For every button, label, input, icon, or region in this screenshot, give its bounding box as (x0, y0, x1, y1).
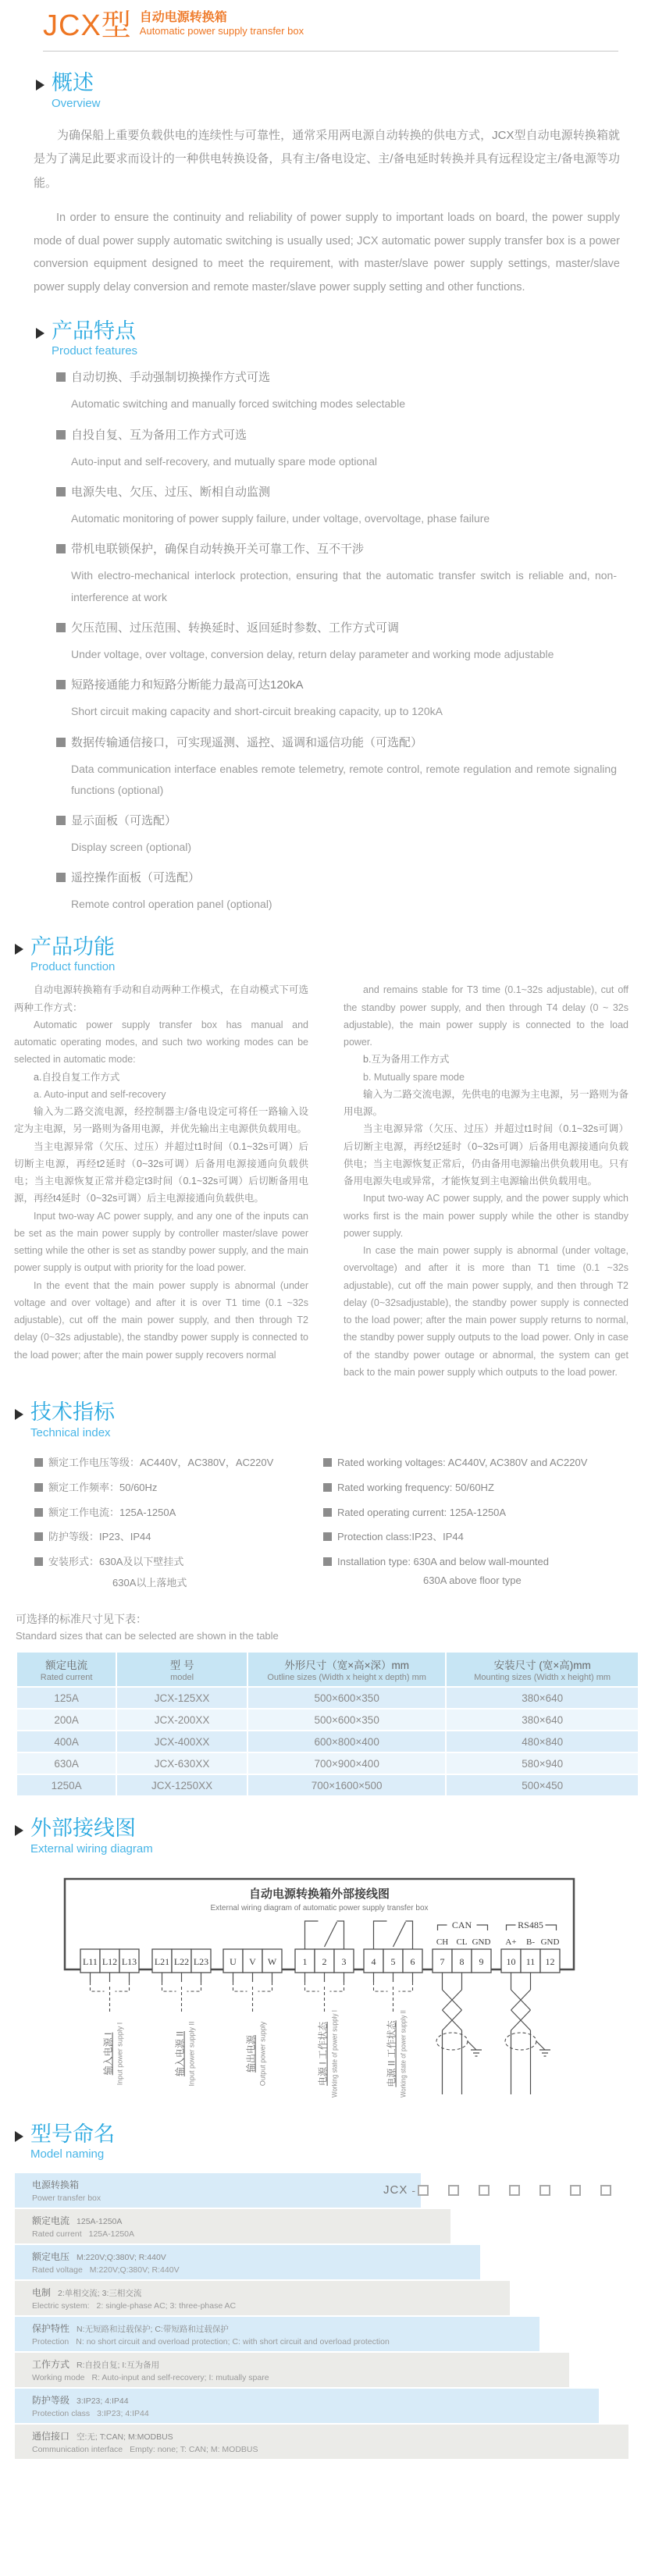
feature-text-cn: 电源失电、欠压、过压、断相自动监测 (71, 486, 271, 500)
document-header (0, 0, 648, 42)
feature-item (56, 735, 617, 802)
group-bracket (162, 1982, 176, 1991)
group-bracket (233, 1982, 247, 1991)
signal-label: A+ (505, 1937, 517, 1947)
table-cell: 1250A (17, 1775, 116, 1795)
shield-ground-lead (468, 2041, 476, 2050)
tech-item-text: 额定工作电压等级：AC440V，AC380V，AC220V (48, 1456, 274, 1468)
model-naming-rows (15, 2173, 648, 2459)
group-bracket (187, 1982, 201, 1991)
bullet-square-icon (323, 1458, 332, 1467)
tech-item (323, 1555, 632, 1570)
function-paragraph-en: a. Auto-input and self-recovery (34, 1088, 166, 1100)
feature-text-en: Data communication interface enables remote telemetry, remote control, remote regulation and remote signaling functions (optional) (71, 762, 617, 796)
table-header-cell (117, 1653, 247, 1686)
model-row-value-cn: 空:无; T:CAN; M:MODBUS (77, 2432, 173, 2443)
group-label-en: Working state of power supply I (330, 1999, 339, 2097)
tech-item-text: 额定工作频率：50/60Hz (48, 1481, 158, 1493)
model-row-value-en: M:220V;Q:380V; R:440V (89, 2265, 180, 2275)
group-label-en: Input power supply II (187, 2021, 196, 2087)
bullet-square-icon (323, 1483, 332, 1492)
function-paragraph-cn: 输入为二路交流电源，先供电的电源为主电源，另一路则为备用电源。 (344, 1088, 628, 1118)
cable-shield (505, 2033, 536, 2050)
bullet-square-icon (323, 1532, 332, 1541)
signal-label: B- (526, 1937, 535, 1947)
feature-text-en: Display screen (optional) (71, 841, 192, 854)
table-cell: JCX-400XX (117, 1731, 247, 1752)
section-tech-heading (0, 1401, 648, 1439)
model-digit-box (600, 2185, 611, 2196)
tech-item-text: Rated working voltages: AC440V, AC380V and AC220V (337, 1456, 588, 1468)
function-column-left (14, 981, 308, 1381)
signal-label: GND (472, 1937, 491, 1947)
model-digit-box (448, 2185, 459, 2196)
section-marker-icon (15, 1825, 23, 1836)
size-table-note-en: Standard sizes that can be selected are shown in the table (16, 1630, 279, 1642)
group-bracket (116, 1982, 130, 1991)
sizes-table-body (17, 1688, 638, 1795)
function-paragraph-en: In case the main power supply is abnormal (under voltage, overvoltage) and after it is more than T1 time (0.1 ~32s adjustable), cut off the main power supply, and then through T2 delay (0~32sadjustable), the standby power supply is connected to the load power; after the main power supply returns to normal, the standby power supply outputs to the load power. Only in case of the standby power outage or abnormal, the system can get back to the main power supply which outputs to the load power. (344, 1245, 628, 1378)
terminal-label: V (249, 1955, 256, 1967)
group-label-en: Output power supply (258, 2021, 267, 2087)
switch-blade (325, 1922, 337, 1947)
header-cn: 型 号 (169, 1660, 194, 1672)
table-cell: JCX-125XX (117, 1688, 247, 1708)
feature-item (56, 484, 617, 529)
bullet-square-icon (56, 680, 66, 689)
header-cn: 额定电流 (45, 1660, 88, 1672)
function-paragraph-cn: 输入为二路交流电源，经控制器主/备电设定可将任一路输入设定为主电源，另一路则为备用电源，并优先输出主电源供负载用电。 (14, 1106, 308, 1135)
tech-item-text: 防护等级：IP23、IP44 (48, 1531, 151, 1543)
bullet-square-icon (34, 1458, 43, 1467)
group-bracket (399, 1982, 413, 1991)
overview-paragraph-cn: 为确保船上重要负载供电的连续性与可靠性，通常采用两电源自动转换的供电方式，JCX型自动电源转换箱就是为了满足此要求而设计的一种供电转换设备，具有主/备电设定、主/备电延时转换并具有远程设定主/备电源等功能。 (34, 128, 620, 190)
switch-symbol (406, 1921, 413, 1949)
terminal-group (295, 1921, 354, 2097)
group-bracket (330, 1982, 344, 1991)
function-columns (14, 981, 628, 1381)
ground-icon (539, 2050, 550, 2056)
model-row-value-cn: R:自投自复; I:互为备用 (77, 2361, 160, 2371)
model-row-label-en: Electric system: (32, 2301, 90, 2311)
table-cell: 400A (17, 1731, 116, 1752)
function-heading-en: Product function (30, 960, 116, 974)
size-table-note-cn: 可选择的标准尺寸见下表： (16, 1613, 147, 1626)
section-marker-icon (36, 80, 45, 91)
model-row-value-cn: 3:IP23; 4:IP44 (77, 2396, 129, 2407)
section-marker-icon (15, 1409, 23, 1420)
section-model-naming-heading (0, 2123, 648, 2161)
bullet-square-icon (56, 816, 66, 825)
bullet-square-icon (34, 1557, 43, 1566)
feature-text-en: Automatic monitoring of power supply failure, under voltage, overvoltage, phase failure (71, 512, 490, 525)
model-naming-diagram (15, 2173, 648, 2459)
function-paragraph-cn: 自动电源转换箱有手动和自动两种工作模式，在自动模式下可选两种工作方式： (14, 984, 308, 1013)
feature-item (56, 870, 617, 915)
model-naming-row (15, 2353, 569, 2387)
feature-item (56, 369, 617, 415)
sizes-table-head (17, 1653, 638, 1686)
model-row-label-en: Rated current (32, 2229, 82, 2240)
terminal-group (433, 1920, 491, 2094)
table-cell: 125A (17, 1688, 116, 1708)
terminal-label: 8 (459, 1955, 465, 1967)
model-row-value-en: 2: single-phase AC; 3: three-phase AC (96, 2301, 237, 2311)
bullet-square-icon (56, 430, 66, 439)
section-marker-icon (36, 328, 45, 339)
feature-text-cn: 数据传输通信接口，可实现遥测、遥控、遥调和遥信功能（可选配） (71, 735, 423, 749)
product-title-block (140, 11, 304, 38)
table-cell: 500×450 (447, 1775, 638, 1795)
model-placeholder-boxes (415, 2185, 611, 2196)
wiring-heading-en: External wiring diagram (30, 1841, 153, 1856)
group-bracket (91, 1982, 105, 1991)
feature-text-en: Remote control operation panel (optional) (71, 898, 272, 911)
diagram-title-cn: 自动电源转换箱外部接线图 (248, 1888, 390, 1901)
terminal-group (152, 1949, 211, 2087)
tech-item (34, 1506, 323, 1521)
model-row-value-cn: N:无短路和过载保护; C:带短路和过载保护 (77, 2325, 229, 2335)
feature-text-en: With electro-mechanical interlock protection, ensuring that the automatic transfer switch is reliable and, non-interference at work (71, 569, 617, 603)
feature-item (56, 541, 617, 608)
bus-bracket (507, 1925, 516, 1930)
function-column-right (344, 981, 628, 1381)
terminal-group (501, 1920, 560, 2094)
terminal-label: L21 (154, 1955, 170, 1967)
function-paragraph-en: b. Mutually spare mode (363, 1071, 465, 1083)
model-digit-box (539, 2185, 550, 2196)
terminal-label: 4 (371, 1955, 376, 1967)
tech-item (323, 1456, 632, 1471)
header-en: Mounting sizes (Width x height) mm (474, 1673, 611, 1683)
switch-symbol (374, 1921, 387, 1949)
model-row-value-en: 3:IP23; 4:IP44 (97, 2409, 149, 2419)
model-prefix: JCX (383, 2183, 408, 2197)
overview-heading-en: Overview (52, 96, 101, 110)
feature-text-cn: 显示面板（可选配） (71, 814, 177, 828)
function-paragraph-cn: a.自投自复工作方式 (34, 1071, 120, 1083)
terminal-label: L11 (83, 1955, 98, 1967)
model-digit-box (479, 2185, 490, 2196)
model-digit-box (418, 2185, 429, 2196)
tech-columns (0, 1446, 648, 1589)
overview-heading-cn: 概述 (52, 70, 94, 94)
header-cn: 安装尺寸 (宽×高)mm (493, 1660, 591, 1672)
model-row-value-cn: 2:单相交流; 3:三相交流 (58, 2289, 142, 2299)
feature-item (56, 620, 617, 665)
terminal-label: U (230, 1955, 237, 1967)
group-label-cn: 输出电源 (245, 2034, 257, 2073)
tech-column-en (323, 1446, 648, 1589)
tech-item-text: Rated operating current: 125A-1250A (337, 1506, 507, 1518)
table-cell: 500×600×350 (248, 1688, 445, 1708)
model-row-label-cn: 工作方式 (32, 2359, 70, 2371)
table-row (17, 1753, 638, 1774)
terminal-group (223, 1949, 282, 2086)
function-paragraph-en: In the event that the main power supply is abnormal (under voltage and over voltage) and after it is over T1 time (0.1 ~32s adjustable), cut off the main power supply, and then through T2 delay (0~32s adjustable), the standby power supply is connected to the load power; after the main power supply recovers normal (14, 1279, 308, 1361)
signal-label: CL (456, 1937, 468, 1947)
table-header-cell (248, 1653, 445, 1686)
table-cell: 700×900×400 (248, 1753, 445, 1774)
signal-label: CH (436, 1937, 449, 1947)
overview-paragraph-en: In order to ensure the continuity and reliability of power supply to important loads on board, the power supply mode of dual power supply automatic switching is usually used; JCX automatic power supply transfer box is a power conversion equipment designed to meet the requirement, with master/slave power supply settings, master/slave power supply delay conversion and remote master/slave power supply setting and other functions. (34, 211, 620, 294)
model-digit-box (509, 2185, 520, 2196)
table-cell: JCX-630XX (117, 1753, 247, 1774)
product-title-en: Automatic power supply transfer box (139, 25, 304, 37)
table-cell: 580×940 (447, 1753, 638, 1774)
tech-item-text: 额定工作电流：125A-1250A (48, 1506, 176, 1518)
section-marker-icon (15, 2131, 23, 2142)
bullet-square-icon (34, 1483, 43, 1492)
header-cn: 外形尺寸（宽×高×深）mm (284, 1660, 410, 1672)
table-cell: JCX-200XX (117, 1710, 247, 1730)
feature-text-en: Auto-input and self-recovery, and mutually spare mode optional (71, 454, 377, 468)
table-row (17, 1731, 638, 1752)
signal-label: GND (540, 1937, 560, 1947)
tech-item (34, 1555, 323, 1570)
terminal-label: L13 (121, 1955, 137, 1967)
terminal-label: 3 (341, 1955, 347, 1967)
features-heading-cn: 产品特点 (52, 318, 136, 343)
table-row (17, 1710, 638, 1730)
wiring-heading-cn: 外部接线图 (30, 1816, 136, 1841)
table-row (17, 1775, 638, 1795)
wiring-diagram-svg (45, 1873, 607, 2099)
group-bracket (258, 1982, 272, 1991)
feature-list (56, 369, 617, 915)
bus-label: RS485 (518, 1919, 543, 1930)
table-cell: 380×640 (447, 1688, 638, 1708)
feature-text-cn: 带机电联锁保护，确保自动转换开关可靠工作、互不干涉 (71, 543, 365, 557)
model-row-label-cn: 防护等级 (32, 2395, 70, 2407)
terminal-label: 2 (322, 1955, 327, 1967)
model-naming-row (15, 2173, 421, 2208)
bullet-square-icon (56, 487, 66, 496)
header-en: Outline sizes (Width x height x depth) mm (267, 1673, 426, 1683)
function-heading-cn: 产品功能 (30, 934, 115, 959)
function-paragraph-en: Input two-way AC power supply, and any one of the inputs can be set as the main power supply by controller master/slave power setting while the other is set as standby power supply, and the main power supply is output with priority for the load power. (14, 1210, 308, 1274)
model-row-label-en: Communication interface (32, 2445, 123, 2455)
group-label-en: Input power supply I (116, 2022, 124, 2086)
feature-text-cn: 自动切换、手动强制切换操作方式可选 (71, 371, 271, 385)
section-features-heading (0, 320, 648, 358)
model-row-value-en: Empty: none; T: CAN; M: MODBUS (130, 2445, 258, 2455)
bullet-square-icon (56, 738, 66, 747)
group-bracket (305, 1982, 319, 1991)
tech-item-text: Installation type: 630A and below wall-mounted (337, 1556, 550, 1568)
section-overview-heading (0, 72, 648, 110)
table-header-cell (17, 1653, 116, 1686)
group-label-cn: 输入电源 I (102, 2032, 114, 2076)
model-row-label-en: Protection class (32, 2409, 91, 2419)
header-en: Rated current (40, 1673, 93, 1683)
bullet-square-icon (56, 372, 66, 382)
model-naming-heading-cn: 型号命名 (30, 2122, 115, 2146)
group-bracket (374, 1982, 388, 1991)
function-paragraph-en: Automatic power supply transfer box has manual and automatic operating modes, and such two working modes can be selected in automatic mode: (14, 1019, 308, 1066)
model-naming-row (15, 2317, 539, 2351)
feature-item (56, 813, 617, 858)
model-row-label-en: Power transfer box (32, 2194, 101, 2204)
tech-item (34, 1530, 323, 1545)
feature-text-cn: 遥控操作面板（可选配） (71, 871, 201, 885)
model-row-label-en: Rated voltage (32, 2265, 83, 2275)
shield-ground-lead (536, 2041, 545, 2050)
model-row-label-cn: 额定电流 (32, 2215, 70, 2227)
switch-symbol (305, 1921, 319, 1949)
model-row-label-en: Working mode (32, 2373, 85, 2383)
table-row (17, 1688, 638, 1708)
section-function-heading (0, 936, 648, 974)
header-en: model (170, 1673, 194, 1683)
wiring-diagram (45, 1873, 648, 2103)
product-title-cn: 自动电源转换箱 (139, 11, 227, 24)
feature-text-cn: 短路接通能力和短路分断能力最高可达120kA (71, 678, 304, 692)
feature-text-cn: 欠压范围、过压范围、转换延时、返回延时参数、工作方式可调 (71, 621, 400, 635)
bullet-square-icon (56, 623, 66, 632)
ground-icon (471, 2050, 482, 2056)
cable-shield (436, 2033, 468, 2050)
terminal-group (364, 1921, 422, 2097)
tech-item-continuation: 630A以上落地式 (112, 1577, 187, 1589)
bullet-square-icon (34, 1532, 43, 1541)
bus-bracket (438, 1925, 447, 1930)
features-heading-en: Product features (52, 344, 138, 358)
function-paragraph-cn: b.互为备用工作方式 (363, 1054, 450, 1066)
group-label-cn: 输入电源 II (174, 2030, 186, 2076)
product-model-title: JCX型 (43, 9, 132, 42)
tech-item-continuation: 630A above floor type (423, 1574, 522, 1587)
terminal-label: 12 (545, 1955, 555, 1967)
model-naming-code (383, 2183, 611, 2197)
switch-blade (393, 1922, 406, 1947)
tech-item (323, 1506, 632, 1521)
feature-item (56, 427, 617, 472)
table-cell: 380×640 (447, 1710, 638, 1730)
section-marker-icon (15, 944, 23, 955)
model-digit-box (570, 2185, 581, 2196)
terminal-label: 11 (525, 1955, 536, 1967)
terminal-label: L22 (173, 1955, 190, 1967)
model-row-value-en: N: no short circuit and overload protection; C: with short circuit and overload protection (76, 2337, 390, 2347)
diagram-title-en: External wiring diagram of automatic power supply transfer box (210, 1903, 429, 1912)
model-naming-row (15, 2425, 628, 2459)
standard-sizes-table (16, 1651, 639, 1797)
tech-item (34, 1456, 323, 1471)
tech-heading-cn: 技术指标 (30, 1400, 115, 1425)
terminal-label: 6 (410, 1955, 415, 1967)
switch-symbol (337, 1921, 344, 1949)
table-cell: 600×800×400 (248, 1731, 445, 1752)
bullet-square-icon (56, 544, 66, 553)
bullet-square-icon (323, 1557, 332, 1566)
tech-item (323, 1481, 632, 1496)
feature-text-cn: 自投自复、互为备用工作方式可选 (71, 428, 247, 442)
terminal-label: 1 (302, 1955, 308, 1967)
model-row-label-cn: 电制 (32, 2287, 52, 2299)
function-paragraph-cn: 当主电源异常（欠压、过压）并超过t1时间（0.1~32s可调）后切断主电源，再经t2延时（0~32s可调）后备用电源接通向负载供电；当主电源恢复正常并稳定t3时间（0.1~32s可调）后切断备用电源，再经t4延时（0~32s可调）后主电源接通向负载供电。 (14, 1140, 308, 1204)
tech-item (34, 1481, 323, 1496)
group-label-cn: 电源 II 工作状态 (386, 2020, 397, 2087)
table-cell: 480×840 (447, 1731, 638, 1752)
model-row-value-cn: M:220V;Q:380V; R:440V (77, 2253, 166, 2263)
feature-item (56, 677, 617, 722)
model-row-value-cn: 125A-1250A (77, 2217, 123, 2227)
tech-item-text: 安装形式：630A及以下壁挂式 (48, 1556, 184, 1568)
bus-bracket (546, 1925, 557, 1930)
tech-column-cn (0, 1446, 323, 1589)
table-header-cell (447, 1653, 638, 1686)
terminal-group (80, 1949, 139, 2085)
model-row-label-cn: 通信接口 (32, 2431, 70, 2443)
table-cell: 700×1600×500 (248, 1775, 445, 1795)
tech-item (323, 1530, 632, 1545)
terminal-label: W (267, 1955, 277, 1967)
model-naming-row (15, 2209, 450, 2243)
bullet-square-icon (323, 1508, 332, 1517)
model-dash: - (411, 2183, 416, 2197)
model-row-value-en: 125A-1250A (88, 2229, 135, 2240)
feature-text-en: Automatic switching and manually forced switching modes selectable (71, 397, 405, 411)
terminal-label: 5 (390, 1955, 396, 1967)
model-row-value-en: R: Auto-input and self-recovery; I: mutually spare (91, 2373, 269, 2383)
terminal-label: 10 (506, 1955, 516, 1967)
table-cell: 200A (17, 1710, 116, 1730)
terminal-label: L12 (101, 1955, 118, 1967)
table-header-row (17, 1653, 638, 1686)
bus-label: CAN (451, 1919, 472, 1930)
feature-text-en: Short circuit making capacity and short-circuit breaking capacity, up to 120kA (71, 705, 443, 718)
feature-text-en: Under voltage, over voltage, conversion delay, return delay parameter and working mode adjustable (71, 647, 554, 660)
bullet-square-icon (34, 1508, 43, 1517)
table-cell: 630A (17, 1753, 116, 1774)
terminal-label: L23 (193, 1955, 209, 1967)
bullet-square-icon (56, 873, 66, 882)
table-cell: JCX-1250XX (117, 1775, 247, 1795)
section-wiring-heading (0, 1817, 648, 1856)
group-label-cn: 电源 I 工作状态 (317, 2021, 329, 2086)
function-paragraph-en: Input two-way AC power supply, and the power supply which works first is the main power supply while the other is standby power supply. (344, 1193, 628, 1239)
group-label-en: Working state of power supply II (399, 1997, 408, 2097)
model-naming-heading-en: Model naming (30, 2147, 105, 2161)
function-paragraph-en: and remains stable for T3 time (0.1~32s adjustable), cut off the standby power supply, and then through T4 delay (0 ~ 32s adjustable), the main power supply is connected to the load power. (344, 984, 628, 1048)
model-naming-row (15, 2245, 480, 2279)
model-naming-row (15, 2389, 599, 2423)
terminal-label: 9 (479, 1955, 484, 1967)
function-paragraph-cn: 当主电源异常（欠压、过压）并超过t1时间（0.1~32s可调）后切断主电源，再经t2延时（0~32s可调）后备用电源接通向负载供电；当主电源恢复正常后，仍由备用电源输出供负载用电。只有备用电源失电或异常，才能恢复到主电源输出供负载用电。 (344, 1123, 628, 1187)
tech-heading-en: Technical index (30, 1425, 111, 1439)
model-row-label-cn: 保护特性 (32, 2323, 70, 2335)
bus-bracket (477, 1925, 488, 1930)
tech-item-text: Rated working frequency: 50/60HZ (337, 1481, 494, 1493)
table-cell: 500×600×350 (248, 1710, 445, 1730)
tech-item-text: Protection class:IP23、IP44 (337, 1531, 464, 1543)
model-row-label-cn: 额定电压 (32, 2251, 70, 2263)
model-row-label-en: Protection (32, 2337, 69, 2347)
header-divider (43, 51, 618, 52)
terminal-label: 7 (440, 1955, 445, 1967)
model-naming-row (15, 2281, 510, 2315)
model-row-label-cn: 电源转换箱 (32, 2179, 80, 2191)
